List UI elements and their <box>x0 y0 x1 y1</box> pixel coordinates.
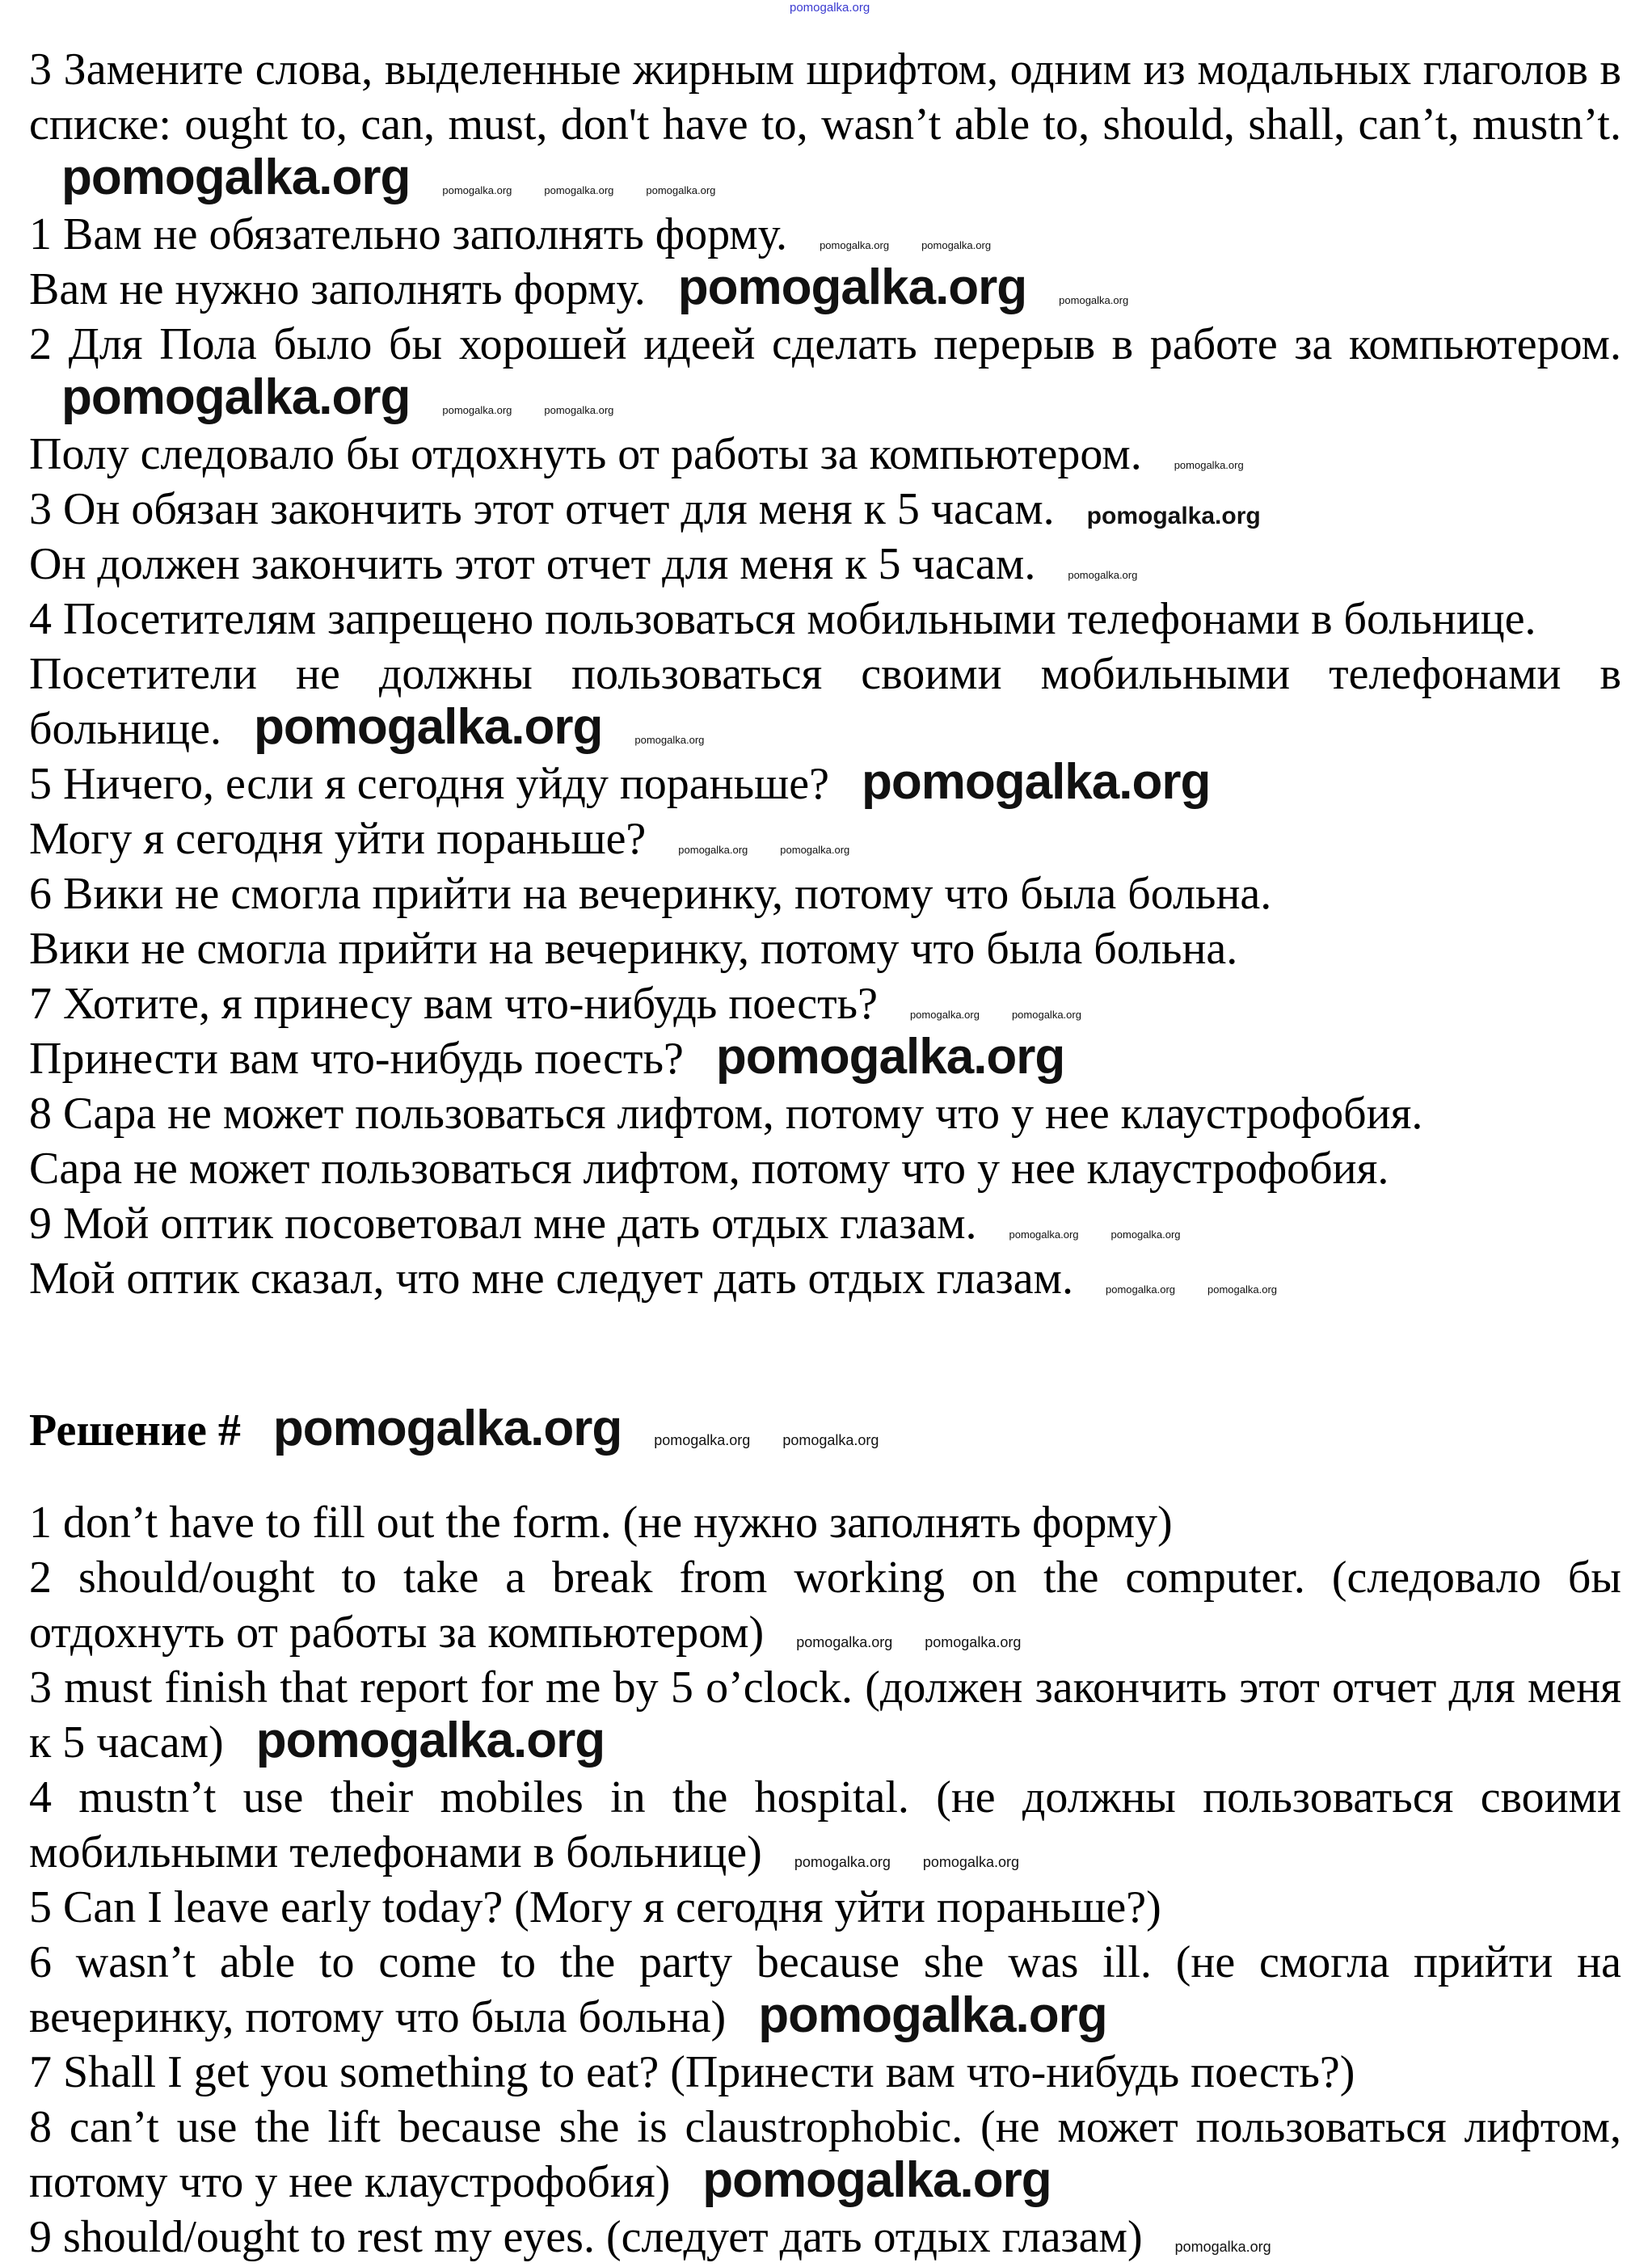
watermark: pomogalka.org <box>1174 2239 1271 2255</box>
watermark: pomogalka.org <box>715 1029 1065 1085</box>
task-item-paragraph <box>29 1196 1621 1251</box>
task-item-paragraph <box>29 592 1621 647</box>
watermark: pomogalka.org <box>255 1713 605 1768</box>
task-item-original: 7 Хотите, я принесу вам что-нибудь поесть? <box>29 979 878 1029</box>
watermark: pomogalka.org <box>1068 569 1138 581</box>
watermark: pomogalka.org <box>861 754 1211 810</box>
watermark: pomogalka.org <box>1174 459 1244 471</box>
solution-item: 7 Shall I get you something to eat? (Принести вам что-нибудь поесть?) <box>29 2047 1355 2097</box>
watermark: pomogalka.org <box>61 150 411 205</box>
task-item-rewrite: Вам не нужно заполнять форму. <box>29 264 646 314</box>
watermark: pomogalka.org <box>1110 1228 1181 1241</box>
task-item-paragraph <box>29 647 1621 756</box>
watermark: pomogalka.org <box>1207 1283 1277 1296</box>
watermark: pomogalka.org <box>921 239 992 251</box>
task-item-original: 8 Сара не может пользоваться лифтом, потому что у нее клаустрофобия. <box>29 1089 1423 1139</box>
watermark: pomogalka.org <box>678 844 748 856</box>
task-item-paragraph <box>29 427 1621 482</box>
solution-item-paragraph <box>29 1880 1621 1935</box>
solution-item: 5 Can I leave early today? (Могу я сегодня уйти пораньше?) <box>29 1882 1161 1932</box>
solution-item-paragraph <box>29 1495 1621 1550</box>
task-item-paragraph <box>29 1141 1621 1196</box>
watermark: pomogalka.org <box>61 369 411 425</box>
task-item-rewrite: Мой оптик сказал, что мне следует дать отдых глазам. <box>29 1254 1073 1304</box>
solution-item-paragraph <box>29 1770 1621 1880</box>
solution-item: 4 mustn’t use their mobiles in the hospital. (не должны пользоваться своими мобильными телефонами в больнице) <box>29 1772 1621 1877</box>
task-item-paragraph <box>29 756 1621 811</box>
task-item-rewrite: Полу следовало бы отдохнуть от работы за компьютером. <box>29 429 1142 479</box>
solution-item: 3 must finish that report for me by 5 o’clock. (должен закончить этот отчет для меня к 5 часам) <box>29 1662 1621 1768</box>
watermark: pomogalka.org <box>544 184 614 196</box>
task-item-original: 6 Вики не смогла прийти на вечеринку, потому что была больна. <box>29 869 1272 919</box>
watermark: pomogalka.org <box>1106 1283 1175 1296</box>
task-item-paragraph <box>29 317 1621 427</box>
solution-title-paragraph <box>29 1403 1621 1458</box>
watermark: pomogalka.org <box>646 184 716 196</box>
task-item-rewrite: Он должен закончить этот отчет для меня к 5 часам. <box>29 539 1036 589</box>
solution-item-paragraph <box>29 1660 1621 1770</box>
task-item-paragraph <box>29 1251 1621 1306</box>
task-item-paragraph <box>29 1031 1621 1086</box>
solution-title: Решение # <box>29 1405 241 1456</box>
watermark: pomogalka.org <box>442 404 512 416</box>
solution-item-paragraph <box>29 1550 1621 1660</box>
watermark: pomogalka.org <box>442 184 512 196</box>
task-header: 3 Замените слова, выделенные жирным шрифтом, одним из модальных глаголов в списке: ought to, can, must, don't have to, wasn’t able to, should, shall, can’t, mustn’t. <box>29 44 1621 150</box>
solution-item: 8 can’t use the lift because she is claustrophobic. (не может пользоваться лифтом, потому что у нее клаустрофобия) <box>29 2102 1621 2207</box>
task-item-original: 4 Посетителям запрещено пользоваться мобильными телефонами в больнице. <box>29 594 1536 644</box>
task-item-paragraph <box>29 921 1621 976</box>
watermark: pomogalka.org <box>654 1432 751 1448</box>
watermark: pomogalka.org <box>790 1 870 15</box>
task-item-paragraph <box>29 866 1621 921</box>
task-item-rewrite: Принести вам что-нибудь поесть? <box>29 1034 684 1084</box>
watermark: pomogalka.org <box>794 1854 891 1870</box>
watermark: pomogalka.org <box>254 699 603 755</box>
task-item-original: 9 Мой оптик посоветовал мне дать отдых глазам. <box>29 1199 977 1249</box>
watermark: pomogalka.org <box>272 1401 622 1456</box>
watermark: pomogalka.org <box>780 844 850 856</box>
task-header-paragraph <box>29 42 1621 207</box>
watermark: pomogalka.org <box>1011 1009 1081 1021</box>
watermark: pomogalka.org <box>796 1634 893 1650</box>
watermark: pomogalka.org <box>544 404 614 416</box>
task-item-original: 3 Он обязан закончить этот отчет для меня к 5 часам. <box>29 484 1055 534</box>
task-item-rewrite: Вики не смогла прийти на вечеринку, потому что была больна. <box>29 924 1238 974</box>
task-item-paragraph <box>29 259 1621 317</box>
solution-item-paragraph <box>29 2210 1621 2265</box>
solution-item: 6 wasn’t able to come to the party because she was ill. (не смогла прийти на вечеринку, потому что была больна) <box>29 1937 1621 2042</box>
watermark: pomogalka.org <box>1086 503 1261 529</box>
watermark: pomogalka.org <box>634 734 705 746</box>
watermark: pomogalka.org <box>758 1987 1107 2043</box>
task-item-paragraph <box>29 811 1621 866</box>
watermark: pomogalka.org <box>1059 294 1129 306</box>
task-item-paragraph <box>29 482 1621 537</box>
task-item-rewrite: Посетители не должны пользоваться своими мобильными телефонами в больнице. <box>29 649 1621 754</box>
task-item-paragraph <box>29 1086 1621 1141</box>
watermark: pomogalka.org <box>782 1432 879 1448</box>
watermark: pomogalka.org <box>702 2152 1051 2208</box>
solution-item: 2 should/ought to take a break from working on the computer. (следовало бы отдохнуть от работы за компьютером) <box>29 1553 1621 1658</box>
task-item-paragraph <box>29 976 1621 1031</box>
solution-item: 1 don’t have to fill out the form. (не нужно заполнять форму) <box>29 1498 1173 1548</box>
task-item-original: 1 Вам не обязательно заполнять форму. <box>29 209 788 259</box>
task-item-paragraph <box>29 537 1621 592</box>
solution-item: 9 should/ought to rest my eyes. (следует дать отдых глазам) <box>29 2212 1143 2262</box>
task-item-paragraph <box>29 207 1621 262</box>
watermark: pomogalka.org <box>909 1009 980 1021</box>
task-item-original: 2 Для Пола было бы хорошей идеей сделать перерыв в работе за компьютером. <box>29 319 1621 369</box>
watermark: pomogalka.org <box>677 259 1027 315</box>
watermark: pomogalka.org <box>1009 1228 1079 1241</box>
task-item-original: 5 Ничего, если я сегодня уйду пораньше? <box>29 759 829 809</box>
watermark: pomogalka.org <box>925 1634 1022 1650</box>
solution-item-paragraph <box>29 2100 1621 2210</box>
watermark: pomogalka.org <box>820 239 890 251</box>
task-item-rewrite: Могу я сегодня уйти пораньше? <box>29 814 647 864</box>
solution-item-paragraph <box>29 1935 1621 2045</box>
task-item-rewrite: Сара не может пользоваться лифтом, потому что у нее клаустрофобия. <box>29 1144 1389 1194</box>
solution-item-paragraph <box>29 2045 1621 2100</box>
watermark: pomogalka.org <box>922 1854 1019 1870</box>
document-body <box>29 42 1621 2265</box>
